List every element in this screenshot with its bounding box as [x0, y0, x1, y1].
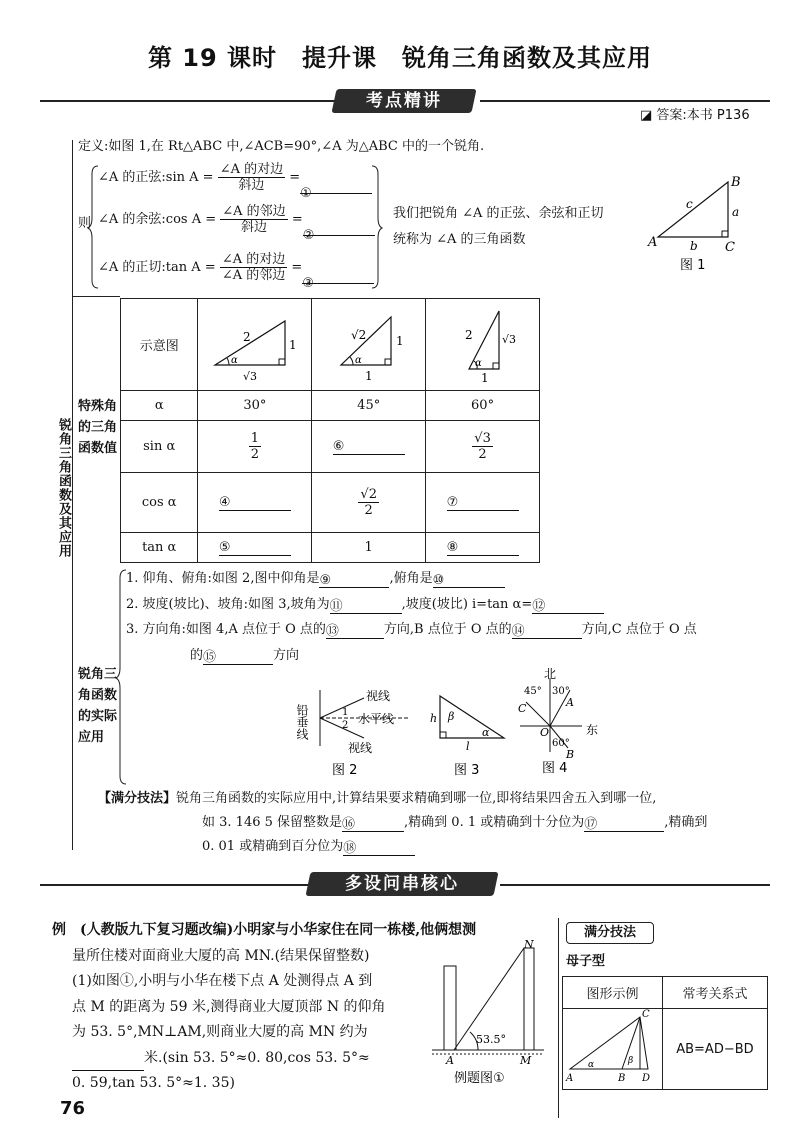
svg-text:α: α — [230, 354, 238, 366]
svg-text:A: A — [566, 696, 574, 709]
fig3-caption: 图 3 — [454, 763, 480, 778]
app-line-4: 的⑮ 方向 — [190, 648, 300, 665]
cell-45-deg: 45° — [312, 391, 426, 421]
svg-text:60°: 60° — [552, 738, 570, 749]
row-label-tan: tan α — [121, 533, 198, 563]
svg-text:1: 1 — [342, 707, 349, 718]
svg-text:B: B — [566, 748, 575, 761]
cell-tan30[interactable]: ⑤ — [198, 533, 312, 563]
figure-3 — [430, 690, 514, 778]
fig2-caption: 图 2 — [332, 763, 358, 778]
svg-text:α: α — [474, 357, 482, 369]
tip-line-2: 如 3. 146 5 保留整数是⑯ ,精确到 0. 1 或精确到十分位为⑰ ,精确到 — [202, 815, 708, 832]
header-rule-left — [40, 100, 340, 102]
header-rule-right — [480, 100, 770, 102]
cell-cos60[interactable]: ⑦ — [426, 473, 540, 533]
cell-30-deg: 30° — [198, 391, 312, 421]
special-angle-table — [120, 298, 540, 563]
svg-text:53.5°: 53.5° — [476, 1033, 506, 1046]
cell-sin60: $\frac{√3}{2}$ — [426, 421, 540, 473]
cell-60-deg: 60° — [426, 391, 540, 421]
svg-text:h: h — [430, 712, 438, 725]
svg-text:1: 1 — [395, 333, 404, 348]
cell-cos45: $\frac{√2}{2}$ — [312, 473, 426, 533]
figure-4 — [512, 668, 608, 778]
cosine-definition: ∠A 的余弦:cos A = $\frac{\text{∠A 的邻边}}{\text{斜边}}$ =② — [98, 204, 375, 236]
svg-text:水平线: 水平线 — [358, 712, 395, 726]
svg-text:2: 2 — [242, 329, 251, 344]
fig1-label-c: c — [686, 197, 693, 211]
svg-text:C: C — [518, 702, 527, 715]
svg-text:M: M — [520, 1054, 532, 1067]
figure-1 — [640, 172, 760, 272]
svg-text:β: β — [628, 1056, 634, 1066]
svg-text:α: α — [588, 1060, 595, 1070]
fig1-label-b: b — [690, 239, 698, 253]
svg-text:√3: √3 — [501, 332, 516, 346]
svg-text:东: 东 — [586, 723, 599, 737]
example-answer-blank[interactable] — [72, 1055, 144, 1071]
fig4-caption: 图 4 — [542, 761, 568, 776]
svg-text:A: A — [566, 1073, 574, 1084]
figure-2 — [295, 682, 418, 778]
section-banner-kaodian: 考点精讲 — [331, 89, 476, 113]
side-tip-tag: 满分技法 — [566, 922, 654, 944]
tip-line-1: 【满分技法】锐角三角函数的实际应用中,计算结果要求精确到哪一位,即将结果四舍五入到哪一位, — [98, 791, 657, 806]
svg-text:30°: 30° — [552, 686, 570, 697]
example-text: 例 (人教版九下复习题改编)小明家与小华家住在同一栋楼,他俩想测 量所住楼对面商业大厦的高 MN.(结果保留整数) (1)如图①,小明与小华在楼下点 A 处测得点 A 到 点 M 的距离为 59 米,测得商业大厦顶部 N 的仰角 为 53. 5°,MN⊥AM,则商业大厦的高 MN 约为 米.(sin 53. 5°≈0. 80,cos 53. 5°≈ 0. 59,tan 53. 5°≈1. 35) — [52, 922, 477, 1091]
svg-text:N: N — [524, 938, 534, 951]
svg-text:l: l — [466, 740, 470, 753]
fig2-plumb-label: 铅垂线 — [295, 704, 309, 740]
mother-child-table: 图形示例 常考关系式 A B C D α β AB=AD−BD — [562, 976, 768, 1090]
side-tip-subtitle: 母子型 — [566, 954, 606, 969]
diagram-60 — [426, 299, 540, 391]
special-angle-label: 特殊角 的三角 函数值 — [78, 399, 118, 456]
svg-text:D: D — [642, 1073, 651, 1084]
cell-sin30: $\frac{1}{2}$ — [198, 421, 312, 473]
page-title: 第 19 课时 提升课 锐角三角函数及其应用 — [147, 44, 653, 72]
trig-note-line1: 我们把锐角 ∠A 的正弦、余弦和正切 — [393, 206, 604, 221]
svg-text:√3: √3 — [242, 369, 257, 383]
svg-text:O: O — [540, 726, 550, 739]
row-label-cos: cos α — [121, 473, 198, 533]
fig1-label-A: A — [648, 235, 658, 250]
then-label: 则 — [78, 216, 92, 231]
cell-cos30[interactable]: ④ — [198, 473, 312, 533]
app-line-3: 3. 方向角:如图 4,A 点位于 O 点的⑬ 方向,B 点位于 O 点的⑭ 方向,C 点位于 O 点 — [126, 622, 697, 639]
app-line-1: 1. 仰角、俯角:如图 2,图中仰角是⑨ ,俯角是⑩ — [126, 570, 505, 588]
blank-2[interactable]: ② — [303, 220, 375, 236]
table-header-diagram: 示意图 — [121, 299, 198, 391]
fig1-label-C: C — [725, 240, 735, 255]
tangent-definition: ∠A 的正切:tan A = $\frac{\text{∠A 的对边}}{\text{∠A 的邻边}}$ =③ — [98, 252, 374, 284]
answer-reference: ◪ 答案:本书 P136 — [640, 108, 750, 123]
svg-text:A: A — [446, 1054, 454, 1067]
svg-text:1: 1 — [480, 370, 489, 385]
cell-tan60[interactable]: ⑧ — [426, 533, 540, 563]
page-number: 76 — [60, 1098, 86, 1119]
svg-text:视线: 视线 — [348, 741, 373, 755]
row-label-alpha: α — [121, 391, 198, 421]
application-label: 锐角三 角函数 的实际 应用 — [78, 667, 118, 745]
example-figure-1 — [428, 940, 550, 1090]
trig-note-line2: 统称为 ∠A 的三角函数 — [393, 232, 526, 247]
app-line-2: 2. 坡度(坡比)、坡角:如图 3,坡角为⑪ ,坡度(坡比) i=tan α=⑫ — [126, 596, 604, 614]
blank-3[interactable]: ③ — [302, 268, 374, 284]
svg-text:1: 1 — [288, 337, 297, 352]
definition-text: 定义:如图 1,在 Rt△ABC 中,∠ACB=90°,∠A 为△ABC 中的一个锐角. — [78, 139, 485, 154]
svg-text:视线: 视线 — [366, 689, 391, 703]
cell-sin45[interactable]: ⑥ — [312, 421, 426, 473]
cell-tan45: 1 — [312, 533, 426, 563]
row-label-sin: sin α — [121, 421, 198, 473]
section-banner-duoshe: 多设问串核心 — [305, 872, 498, 896]
svg-text:C: C — [642, 1009, 651, 1020]
diagram-30 — [198, 299, 312, 391]
tip-line-3: 0. 01 或精确到百分位为⑱ — [202, 838, 415, 856]
svg-text:β: β — [448, 710, 455, 723]
book-icon: ◪ — [640, 108, 657, 123]
mother-child-diagram — [563, 1009, 663, 1090]
diagram-45 — [312, 299, 426, 391]
svg-text:α: α — [354, 354, 362, 366]
svg-text:北: 北 — [544, 667, 557, 681]
svg-text:45°: 45° — [524, 686, 542, 697]
sine-definition: ∠A 的正弦:sin A = $\frac{\text{∠A 的对边}}{\text{斜边}}$ =① — [98, 162, 372, 194]
svg-text:2: 2 — [464, 327, 473, 342]
svg-text:1: 1 — [364, 368, 373, 383]
svg-text:2: 2 — [342, 720, 349, 731]
fig1-label-a: a — [732, 205, 740, 219]
blank-1[interactable]: ① — [300, 178, 372, 194]
fig1-label-B: B — [731, 175, 741, 190]
example-figure-caption: 例题图① — [454, 1071, 505, 1086]
fig1-caption: 图 1 — [680, 258, 706, 273]
svg-text:B: B — [618, 1073, 626, 1084]
svg-text:α: α — [482, 726, 490, 739]
topic-vertical-label: 锐角三角函数及其应用 — [56, 418, 71, 558]
svg-text:√2: √2 — [350, 327, 366, 342]
